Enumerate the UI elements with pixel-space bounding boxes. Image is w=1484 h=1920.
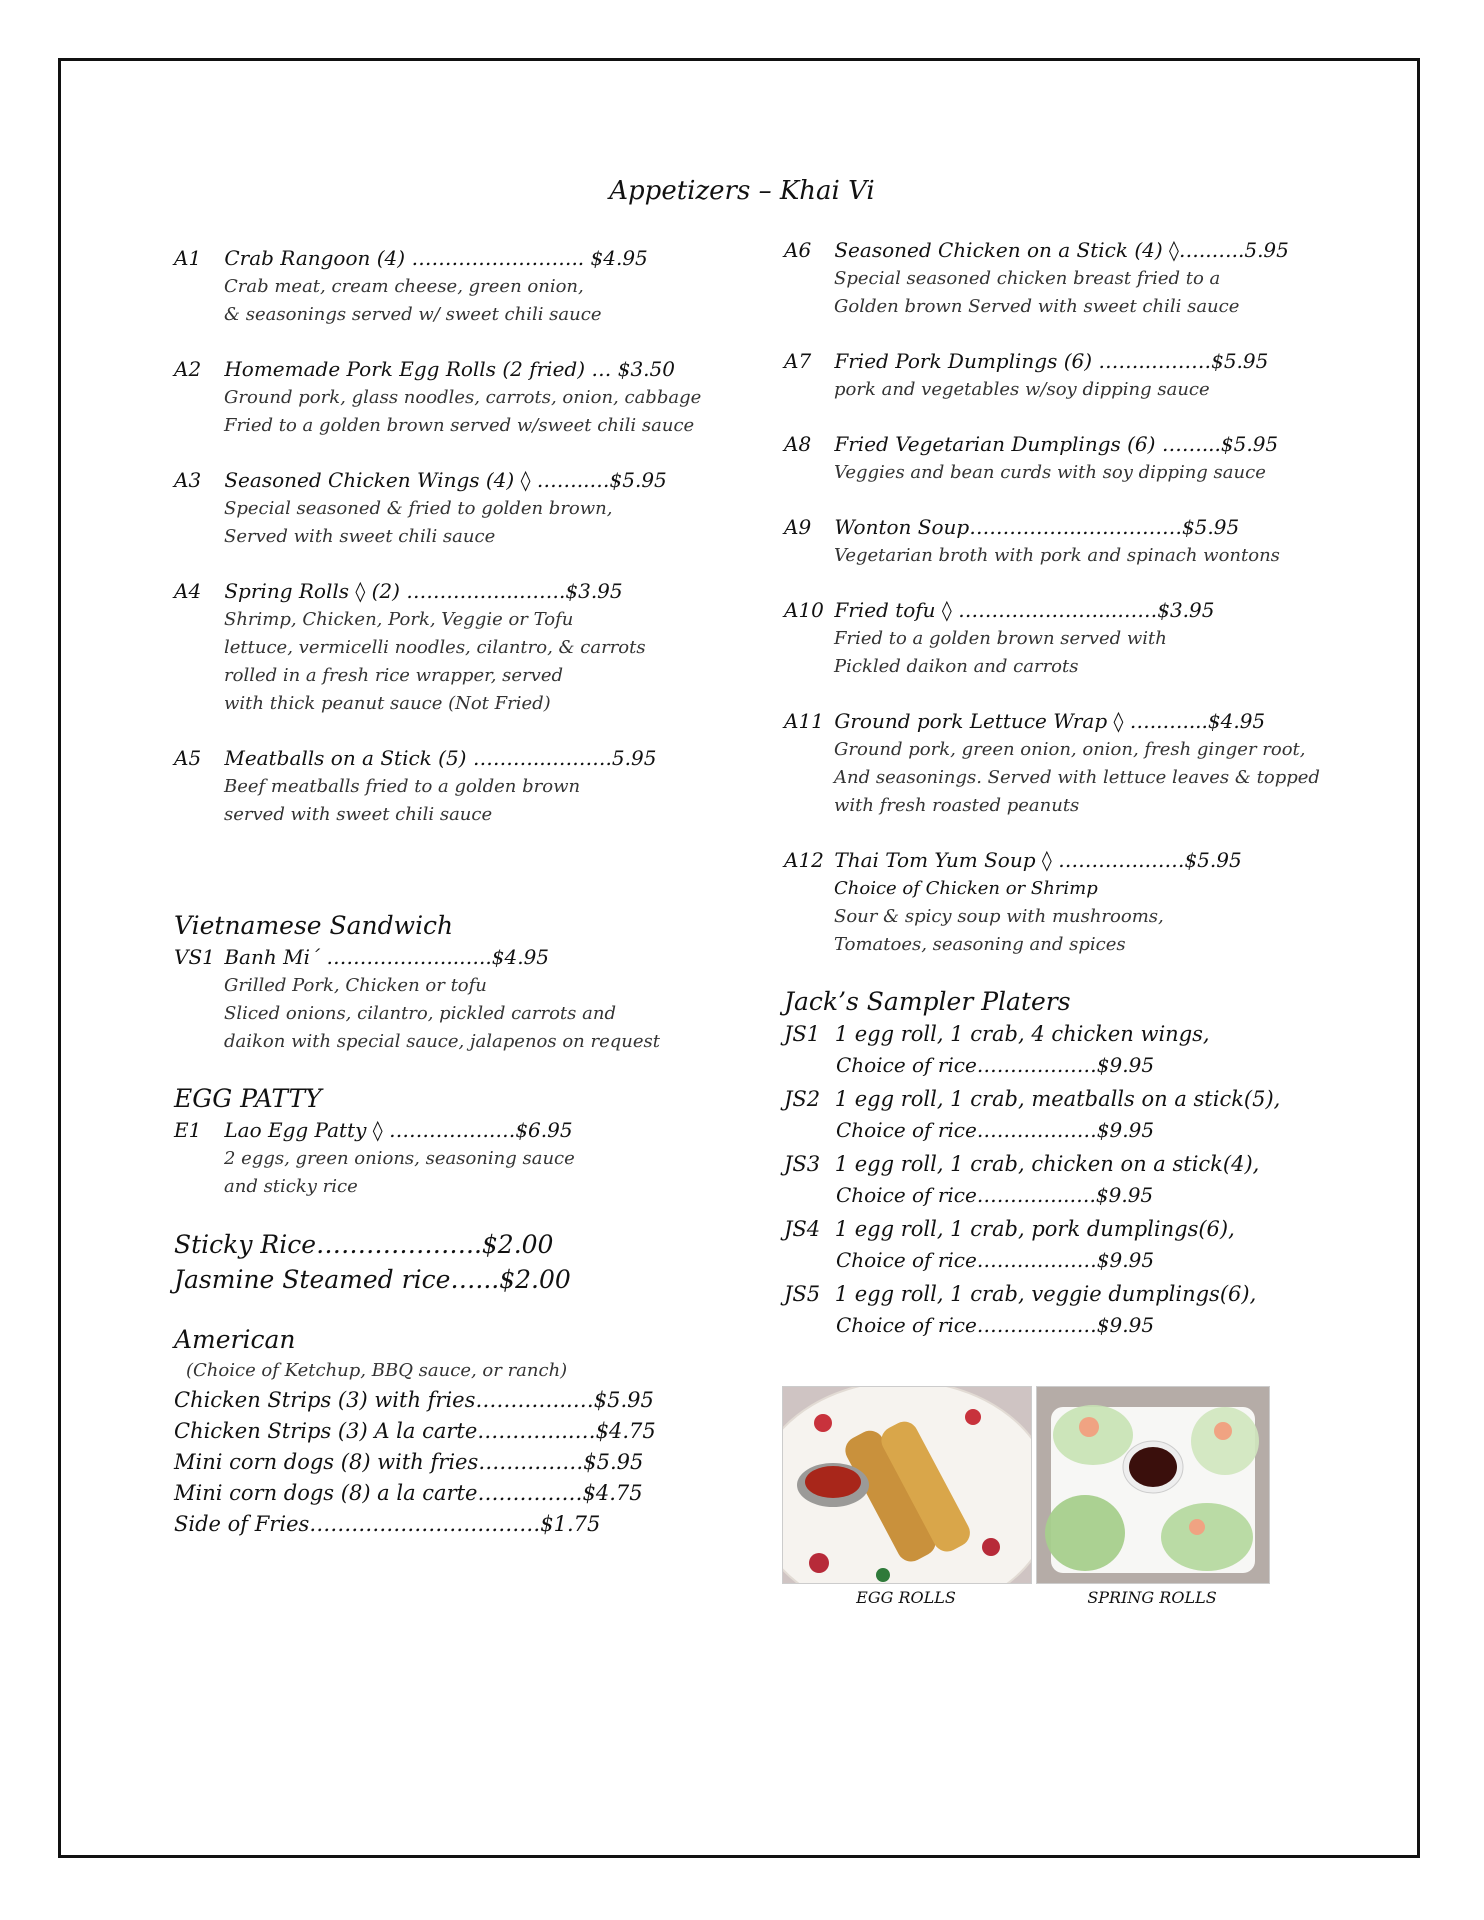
item-name: Spring Rolls ◊ (2) ……………..…….$3.95: [224, 579, 623, 603]
item-code: A8: [784, 432, 812, 456]
item-name: Thai Tom Yum Soup ◊ ………….……$5.95: [834, 848, 1242, 872]
sampler-line: 1 egg roll, 1 crab, chicken on a stick(4),: [834, 1152, 1260, 1176]
item-desc-line: served with sweet chili sauce: [224, 804, 493, 825]
menu-item-e1: [174, 1116, 734, 1201]
item-desc-line: Shrimp, Chicken, Pork, Veggie or Tofu: [224, 609, 574, 630]
item-code: A7: [784, 349, 812, 373]
spring-rolls-photo: [1036, 1386, 1270, 1584]
item-code: A4: [174, 579, 202, 603]
item-desc-line: Pickled daikon and carrots: [834, 656, 1079, 677]
item-desc-line: Special seasoned & fried to golden brown,: [224, 498, 613, 519]
menu-item-a3: [174, 466, 734, 551]
item-desc-line: Veggies and bean curds with soy dipping sauce: [834, 462, 1266, 483]
sampler-line: 1 egg roll, 1 crab, meatballs on a stick(5),: [834, 1087, 1281, 1111]
item-desc-line: rolled in a fresh rice wrapper, served: [224, 665, 564, 686]
menu-item-a2: [174, 355, 734, 440]
item-code: VS1: [174, 945, 215, 969]
rice-jasmine: Jasmine Steamed rice…...$2.00: [174, 1265, 571, 1294]
sampler-item-js4: [784, 1214, 1344, 1275]
item-desc-line: Served with sweet chili sauce: [224, 526, 496, 547]
spring-rolls-caption: SPRING ROLLS: [1087, 1588, 1217, 1607]
sampler-list: [784, 1019, 1344, 1340]
item-desc-line: Fried to a golden brown served w/sweet chili sauce: [224, 415, 695, 436]
item-name: Fried tofu ◊ …………………...……$3.95: [834, 598, 1215, 622]
item-desc-line: Grilled Pork, Chicken or tofu: [224, 975, 487, 996]
menu-item-a8: [784, 430, 1344, 487]
item-desc-line: Ground pork, green onion, onion, fresh ginger root,: [834, 739, 1306, 760]
item-desc-line: Tomatoes, seasoning and spices: [834, 934, 1126, 955]
item-desc-line: Crab meat, cream cheese, green onion,: [224, 276, 584, 297]
item-code: JS3: [784, 1152, 821, 1176]
item-choice-line: Choice of Chicken or Shrimp: [834, 878, 1098, 899]
item-desc-line: Beef meatballs fried to a golden brown: [224, 776, 581, 797]
rice-sticky: Sticky Rice………………..$2.00: [174, 1230, 554, 1259]
right-column: [784, 236, 1344, 1344]
spring-rolls-image: [1037, 1387, 1269, 1583]
sampler-rice-line: Choice of rice………………$9.95: [836, 1118, 1155, 1142]
menu-item-a6: [784, 236, 1344, 321]
sampler-line: 1 egg roll, 1 crab, 4 chicken wings,: [834, 1022, 1210, 1046]
item-desc-line: Golden brown Served with sweet chili sauce: [834, 296, 1240, 317]
item-code: JS1: [784, 1022, 821, 1046]
item-code: JS2: [784, 1087, 821, 1111]
item-code: A5: [174, 746, 202, 770]
item-name: Lao Egg Patty ◊ …………….…$6.95: [224, 1118, 573, 1142]
menu-item-a4: [174, 577, 734, 718]
item-code: JS5: [784, 1282, 821, 1306]
item-name: Seasoned Chicken Wings (4) ◊ ……..…$5.95: [224, 468, 667, 492]
american-sauce-note: (Choice of Ketchup, BBQ sauce, or ranch): [186, 1360, 568, 1381]
american-item: Mini corn dogs (8) with fries……………$5.95: [174, 1450, 644, 1474]
item-name: Fried Vegetarian Dumplings (6) ……...$5.95: [834, 432, 1279, 456]
menu-item-a10: [784, 596, 1344, 681]
item-code: A6: [784, 238, 812, 262]
sampler-rice-line: Choice of rice………………$9.95: [836, 1248, 1155, 1272]
item-code: A1: [174, 246, 202, 270]
egg-rolls-image: [783, 1387, 1031, 1583]
section-heading-egg-patty: EGG PATTY: [174, 1084, 322, 1113]
sampler-item-js1: [784, 1019, 1344, 1080]
menu-item-vs1: [174, 943, 734, 1056]
item-code: A10: [784, 598, 824, 622]
item-code: A9: [784, 515, 812, 539]
item-name: Crab Rangoon (4) …………………….. $4.95: [224, 246, 648, 270]
item-name: Meatballs on a Stick (5) ………..……….5.95: [224, 746, 657, 770]
item-name: Wonton Soup……………..……………$5.95: [834, 515, 1240, 539]
item-code: A11: [784, 709, 824, 733]
page-title: Appetizers – Khai Vi: [609, 176, 875, 206]
sampler-item-js2: [784, 1084, 1344, 1145]
american-item: Side of Fries……………………………$1.75: [174, 1512, 601, 1536]
item-name: Homemade Pork Egg Rolls (2 fried) … $3.50: [224, 357, 675, 381]
menu-item-a11: [784, 707, 1344, 820]
section-heading-vietnamese-sandwich: Vietnamese Sandwich: [174, 911, 454, 940]
menu-item-a12: [784, 846, 1344, 959]
sampler-line: 1 egg roll, 1 crab, veggie dumplings(6),: [834, 1282, 1257, 1306]
section-heading-american: American: [174, 1325, 296, 1354]
item-desc-line: 2 eggs, green onions, seasoning sauce: [224, 1148, 575, 1169]
item-desc-line: Sliced onions, cilantro, pickled carrots and: [224, 1003, 616, 1024]
sampler-rice-line: Choice of rice………………$9.95: [836, 1313, 1155, 1337]
egg-rolls-caption: EGG ROLLS: [856, 1588, 956, 1607]
menu-item-a7: [784, 347, 1344, 404]
item-code: A12: [784, 848, 824, 872]
item-name: Banh Mi´ ………………..…..$4.95: [224, 945, 550, 969]
item-desc-line: And seasonings. Served with lettuce leaves & topped: [834, 767, 1320, 788]
item-desc-line: Sour & spicy soup with mushrooms,: [834, 906, 1164, 927]
item-desc-line: Ground pork, glass noodles, carrots, onion, cabbage: [224, 387, 702, 408]
rice-list: [174, 1227, 734, 1297]
item-desc-line: with thick peanut sauce (Not Fried): [224, 693, 551, 714]
sampler-item-js3: [784, 1149, 1344, 1210]
american-item: Mini corn dogs (8) a la carte……………$4.75: [174, 1481, 643, 1505]
menu-item-a1: [174, 244, 734, 329]
american-item: Chicken Strips (3) with fries…………..…$5.95: [174, 1388, 654, 1412]
item-desc-line: Special seasoned chicken breast fried to a: [834, 268, 1221, 289]
item-name: Seasoned Chicken on a Stick (4) ◊…..…..5.95: [834, 238, 1289, 262]
item-desc-line: Fried to a golden brown served with: [834, 628, 1167, 649]
american-list: [174, 1385, 734, 1540]
item-code: A2: [174, 357, 202, 381]
item-desc-line: daikon with special sauce, jalapenos on request: [224, 1031, 660, 1052]
item-code: E1: [174, 1118, 202, 1142]
section-heading-sampler: Jack’s Sampler Platers: [784, 987, 1071, 1016]
item-desc-line: Vegetarian broth with pork and spinach wontons: [834, 545, 1280, 566]
sampler-rice-line: Choice of rice…………..….$9.95: [836, 1183, 1154, 1207]
item-name: Ground pork Lettuce Wrap ◊ …..…....$4.95: [834, 709, 1266, 733]
item-name: Fried Pork Dumplings (6) ……..………$5.95: [834, 349, 1269, 373]
menu-item-a9: [784, 513, 1344, 570]
left-column: [174, 244, 734, 1540]
item-code: A3: [174, 468, 202, 492]
item-desc-line: lettuce, vermicelli noodles, cilantro, & carrots: [224, 637, 646, 658]
sampler-item-js5: [784, 1279, 1344, 1340]
item-desc-line: with fresh roasted peanuts: [834, 795, 1080, 816]
egg-rolls-photo: [782, 1386, 1032, 1584]
sampler-line: 1 egg roll, 1 crab, pork dumplings(6),: [834, 1217, 1235, 1241]
sampler-rice-line: Choice of rice………………$9.95: [836, 1053, 1155, 1077]
item-code: JS4: [784, 1217, 821, 1241]
american-item: Chicken Strips (3) A la carte…………..…$4.75: [174, 1419, 656, 1443]
menu-item-a5: [174, 744, 734, 829]
item-desc-line: & seasonings served w/ sweet chili sauce: [224, 304, 602, 325]
item-desc-line: pork and vegetables w/soy dipping sauce: [834, 379, 1210, 400]
item-desc-line: and sticky rice: [224, 1176, 358, 1197]
